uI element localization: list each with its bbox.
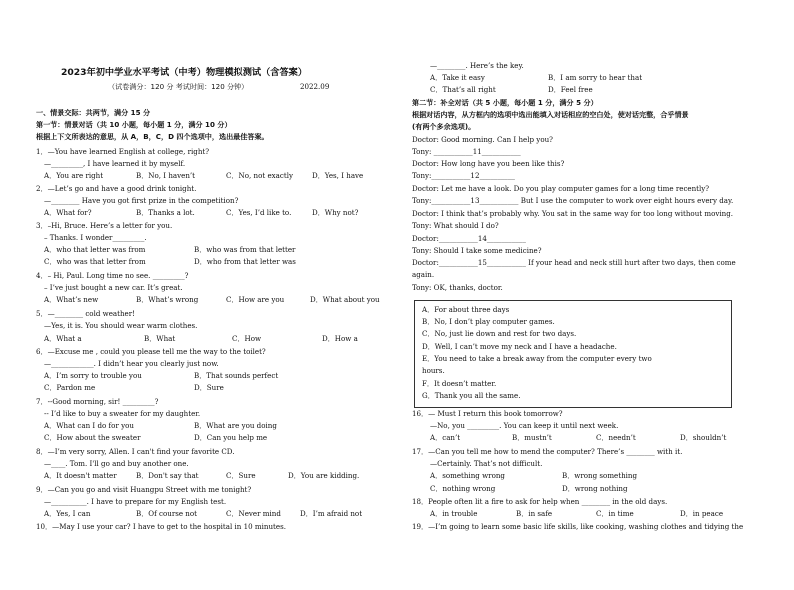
- option[interactable]: B．What: [144, 334, 176, 343]
- option[interactable]: B．who was from that letter: [194, 245, 296, 254]
- question-stem: 18．People often lit a fire to ask for help when ________ in the old days.: [412, 497, 668, 506]
- question-stem: 9．—Can you go and visit Huangpu Street with me tonight?: [36, 485, 252, 494]
- option[interactable]: A．can’t: [430, 433, 461, 442]
- option[interactable]: B．Don't say that: [136, 471, 199, 480]
- option[interactable]: A．Take it easy: [430, 73, 485, 82]
- question-line: – Thanks. I wonder_________.: [44, 233, 147, 242]
- option[interactable]: D．in peace: [680, 509, 724, 518]
- option[interactable]: D．shouldn’t: [680, 433, 727, 442]
- question-stem: 2．—Let’s go and have a good drink tonight.: [36, 184, 197, 193]
- option[interactable]: A．in trouble: [430, 509, 478, 518]
- question-stem: 17．—Can you tell me how to mend the computer? There’s ________ with it.: [412, 447, 683, 456]
- dialogue-line: Doctor: I think that’s probably why. You sat in the same way for too long without moving.: [412, 209, 734, 218]
- question-stem: 8．—I’m very sorry, Allen. I can't find your favorite CD.: [36, 447, 235, 456]
- box-option: C．No, just lie down and rest for two days.: [422, 329, 577, 338]
- option[interactable]: B．That sounds perfect: [194, 371, 279, 380]
- dialogue-line: Doctor:___________14___________: [412, 234, 526, 243]
- option[interactable]: B．wrong something: [562, 471, 638, 480]
- options-row: [44, 245, 374, 255]
- question-stem: 5．—________ cold weather!: [36, 309, 135, 318]
- option[interactable]: C．Yes, I’d like to.: [226, 208, 292, 217]
- options-row: [44, 471, 374, 481]
- page-title: 2023年初中学业水平考试（中考）物理模拟测试（含答案）: [60, 67, 308, 78]
- options-row: [430, 85, 760, 95]
- option[interactable]: C．Sure: [226, 471, 256, 480]
- question-stem: 1．—You have learned English at college, right?: [36, 147, 210, 156]
- dialogue-line: Doctor:___________15___________ If your head and neck still hurt after two days, then come: [412, 258, 736, 267]
- option[interactable]: A．Yes, I can: [44, 509, 91, 518]
- options-row: [44, 257, 374, 267]
- option[interactable]: C．needn’t: [596, 433, 636, 442]
- option[interactable]: B．mustn’t: [512, 433, 552, 442]
- options-row: [44, 509, 374, 519]
- option[interactable]: A．What can I do for you: [44, 421, 134, 430]
- option[interactable]: A．What’s new: [44, 295, 99, 304]
- part1-instruction: 根据上下文所表达的意思，从 A，B，C，D 四个选项中，选出最佳答案。: [36, 132, 269, 141]
- box-option: A．For about three days: [422, 305, 510, 314]
- options-row: [44, 295, 380, 305]
- exam-info: （试卷满分：120 分 考试时间：120 分钟）: [108, 82, 249, 91]
- question-stem: 16．— Must I return this book tomorrow?: [412, 409, 563, 418]
- options-row: [430, 484, 760, 494]
- exam-date: 2022.09: [300, 82, 330, 91]
- options-row: [44, 421, 374, 431]
- section2-heading: 第二节：补全对话（共 5 小题，每小题 1 分，满分 5 分）: [412, 98, 598, 107]
- options-row: [430, 471, 760, 481]
- options-row: [44, 433, 374, 443]
- dialogue-line: Tony: Should I take some medicine?: [412, 246, 542, 255]
- option[interactable]: B．No, I haven’t: [136, 171, 196, 180]
- question-line: —Certainly. That’s not difficult.: [430, 459, 543, 468]
- dialogue-line: Doctor: How long have you been like this?: [412, 159, 565, 168]
- option[interactable]: D．Can you help me: [194, 433, 268, 442]
- box-option: hours.: [422, 366, 445, 375]
- box-option: G．Thank you all the same.: [422, 391, 521, 400]
- question-line: —________ Have you got first prize in the competition?: [44, 196, 239, 205]
- option[interactable]: C．How: [232, 334, 262, 343]
- option[interactable]: A．It doesn't matter: [44, 471, 117, 480]
- option[interactable]: B．Of course not: [136, 509, 197, 518]
- question-line: —____. Tom. I'll go and buy another one.: [44, 459, 189, 468]
- dialogue-line: Tony:___________13___________ But I use the computer to work over eight hours every day.: [412, 196, 734, 205]
- question-line: —No, you _________. You can keep it until next week.: [430, 421, 619, 430]
- options-row: [44, 171, 374, 181]
- option[interactable]: D．What about you: [310, 295, 380, 304]
- option[interactable]: D．wrong nothing: [562, 484, 628, 493]
- option[interactable]: D．Feel free: [548, 85, 593, 94]
- option[interactable]: C．Pardon me: [44, 383, 96, 392]
- option[interactable]: C．in time: [596, 509, 634, 518]
- option[interactable]: B．Thanks a lot.: [136, 208, 195, 217]
- question-line: —Yes, it is. You should wear warm clothes.: [44, 321, 198, 330]
- question-line: —____________. I didn’t hear you clearly just now.: [44, 359, 219, 368]
- box-option: E．You need to take a break away from the computer every two: [422, 354, 652, 363]
- option[interactable]: D．How a: [322, 334, 358, 343]
- option[interactable]: A．I’m sorry to trouble you: [44, 371, 142, 380]
- question-stem: 7．--Good morning, sir! _________?: [36, 397, 159, 406]
- option[interactable]: C．How are you: [226, 295, 285, 304]
- option[interactable]: C．Never mind: [226, 509, 281, 518]
- box-option: B．No, I don’t play computer games.: [422, 317, 555, 326]
- question-stem: 6．—Excuse me , could you please tell me the way to the toilet?: [36, 347, 266, 356]
- options-row: [430, 433, 760, 443]
- option[interactable]: C．who was that letter from: [44, 257, 146, 266]
- part1-heading: 第一节：情景对话（共 10 小题，每小题 1 分，满分 10 分）: [36, 120, 232, 129]
- option[interactable]: D．I’m afraid not: [300, 509, 363, 518]
- option[interactable]: B．in safe: [516, 509, 553, 518]
- question-line: – I’ve just bought a new car. It’s great.: [44, 283, 183, 292]
- options-row: [44, 334, 374, 344]
- dialogue-line: Tony: What should I do?: [412, 221, 499, 230]
- options-row: [44, 383, 374, 393]
- question-line: -- I’d like to buy a sweater for my daughter.: [44, 409, 201, 418]
- option[interactable]: C．No, not exactly: [226, 171, 293, 180]
- box-option: F．It doesn’t matter.: [422, 379, 497, 388]
- section2-instruction: 根据对话内容，从方框内的选项中选出能填入对话相应的空白处，使对话完整，合乎情景: [412, 110, 689, 119]
- dialogue-line: Tony: OK, thanks, doctor.: [412, 283, 503, 292]
- option[interactable]: A．who that letter was from: [44, 245, 146, 254]
- question-line: —_________, I have learned it by myself.: [44, 159, 186, 168]
- option[interactable]: D．You are kidding.: [288, 471, 360, 480]
- question-line: —__________. I have to prepare for my English test.: [44, 497, 227, 506]
- option[interactable]: A．What for?: [44, 208, 92, 217]
- options-row: [44, 371, 374, 381]
- option[interactable]: B．What are you doing: [194, 421, 277, 430]
- question-stem: 10．—May I use your car? I have to get to the hospital in 10 minutes.: [36, 522, 286, 531]
- option[interactable]: A．You are right: [44, 171, 104, 180]
- dialogue-line: again.: [412, 270, 435, 279]
- option[interactable]: D．Sure: [194, 383, 224, 392]
- option[interactable]: D．who from that letter was: [194, 257, 296, 266]
- options-row: [430, 509, 760, 519]
- options-row: [430, 73, 760, 83]
- question-stem: 4．– Hi, Paul. Long time no see. _________?: [36, 271, 189, 280]
- box-option: D．Well, I can’t move my neck and I have a headache.: [422, 342, 617, 351]
- question-stem: 3．–Hi, Bruce. Here’s a letter for you.: [36, 221, 173, 230]
- section2-instruction: (有两个多余选项)。: [412, 122, 476, 131]
- option[interactable]: B．I am sorry to hear that: [548, 73, 643, 82]
- question-stem: 19．—I’m going to learn some basic life skills, like cooking, washing clothes and tidying the: [412, 522, 744, 531]
- section1-heading: 一、情景交际：共两节，满分 15 分: [36, 108, 151, 117]
- option[interactable]: A．What a: [44, 334, 82, 343]
- answer-option-box: [414, 300, 732, 408]
- option[interactable]: C．That’s all right: [430, 85, 496, 94]
- dialogue-line: Doctor: Good morning. Can I help you?: [412, 135, 553, 144]
- option[interactable]: D．Yes, I have: [312, 171, 364, 180]
- question-line: —________. Here’s the key.: [430, 61, 524, 70]
- option[interactable]: C．nothing wrong: [430, 484, 496, 493]
- option[interactable]: B．What’s wrong: [136, 295, 199, 304]
- dialogue-line: Tony:___________12__________: [412, 171, 515, 180]
- option[interactable]: C．How about the sweater: [44, 433, 141, 442]
- dialogue-line: Tony: ___________11___________: [412, 147, 521, 156]
- options-row: [44, 208, 374, 218]
- dialogue-line: Doctor: Let me have a look. Do you play computer games for a long time recently?: [412, 184, 710, 193]
- option[interactable]: A．something wrong: [430, 471, 505, 480]
- option[interactable]: D．Why not?: [312, 208, 359, 217]
